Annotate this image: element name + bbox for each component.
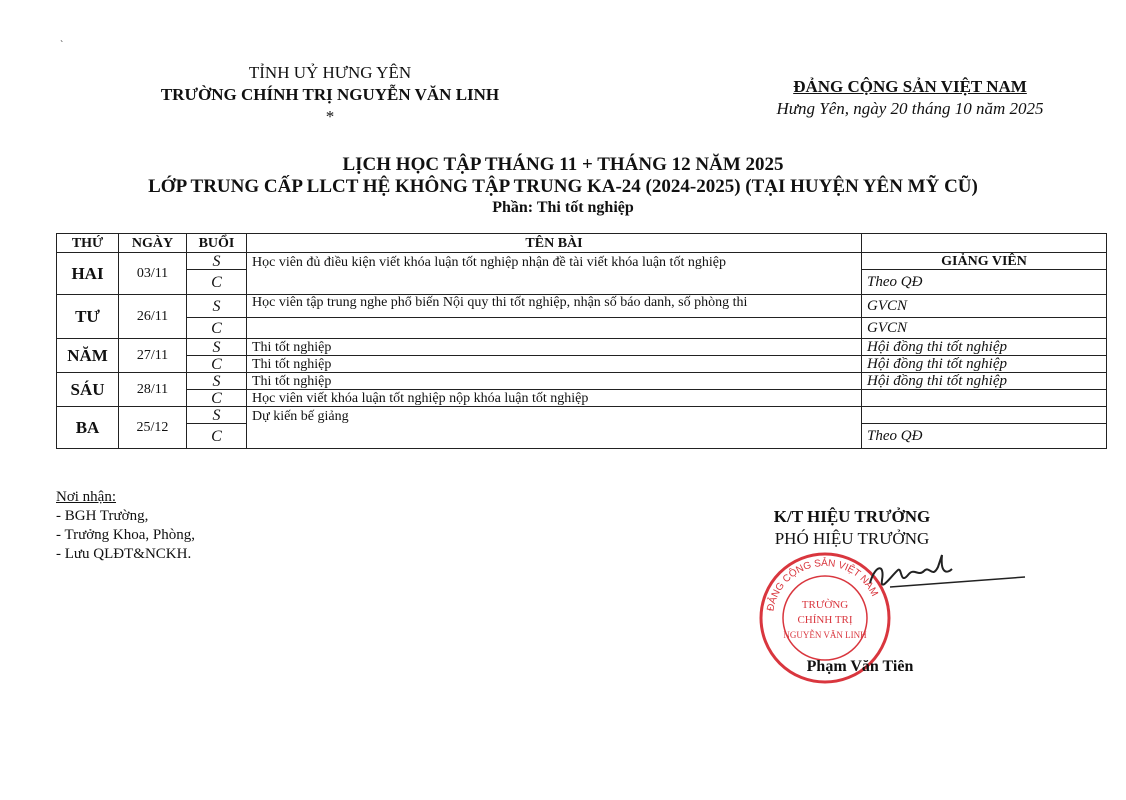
- table-row: [57, 295, 1107, 318]
- day-cell: SÁU: [57, 373, 119, 407]
- seal-ring-text: ĐẢNG CỘNG SẢN VIỆT NAM: [765, 557, 880, 613]
- day-cell: HAI: [57, 253, 119, 295]
- party-header: [740, 76, 1080, 120]
- header-session: BUỔI: [187, 234, 247, 253]
- document-title: LỊCH HỌC TẬP THÁNG 11 + THÁNG 12 NĂM 2025: [342, 154, 784, 175]
- header-lecturer: GIẢNG VIÊN: [862, 253, 1107, 270]
- date-cell: 03/11: [119, 253, 187, 295]
- lecturer-cell: Hội đồng thi tốt nghiệp: [862, 373, 1107, 390]
- session-morning: S: [187, 295, 247, 318]
- lecturer-cell-empty: [862, 390, 1107, 407]
- recipients-heading: Nơi nhận:: [56, 489, 117, 505]
- header-lesson: TÊN BÀI: [247, 234, 862, 253]
- recipients-block: [56, 488, 195, 564]
- lesson-cell-empty: [247, 318, 862, 339]
- document-subtitle: LỚP TRUNG CẤP LLCT HỆ KHÔNG TẬP TRUNG KA-24 (2024-2025) (TẠI HUYỆN YÊN MỸ CŨ): [148, 176, 978, 197]
- session-afternoon: C: [187, 318, 247, 339]
- lesson-cell: Học viên viết khóa luận tốt nghiệp nộp khóa luận tốt nghiệp: [247, 390, 862, 407]
- date-cell: 25/12: [119, 407, 187, 449]
- date-cell: 26/11: [119, 295, 187, 339]
- session-morning: S: [187, 373, 247, 390]
- seal-text-2: CHÍNH TRỊ: [797, 614, 853, 626]
- table-row: [57, 356, 1107, 373]
- lesson-cell: Thi tốt nghiệp: [247, 356, 862, 373]
- session-morning: S: [187, 339, 247, 356]
- lesson-cell: Học viên đủ điều kiện viết khóa luận tốt nghiệp nhận đề tài viết khóa luận tốt nghiệp: [247, 253, 862, 295]
- session-afternoon: C: [187, 270, 247, 295]
- lecturer-cell: GVCN: [862, 295, 1107, 318]
- session-afternoon: C: [187, 390, 247, 407]
- day-cell: NĂM: [57, 339, 119, 373]
- session-afternoon: C: [187, 356, 247, 373]
- header-lecturer-blank: [862, 234, 1107, 253]
- seal-text-1: TRƯỜNG: [801, 599, 849, 611]
- lecturer-cell: Theo QĐ: [862, 270, 1107, 295]
- session-afternoon: C: [187, 424, 247, 449]
- signature-subtitle: PHÓ HIỆU TRƯỞNG: [774, 529, 930, 548]
- table-row: [57, 253, 1107, 270]
- signature-title: K/T HIỆU TRƯỞNG: [773, 507, 931, 526]
- table-row: [57, 339, 1107, 356]
- lesson-cell: Thi tốt nghiệp: [247, 339, 862, 356]
- header-day: THỨ: [57, 234, 119, 253]
- lecturer-cell: Theo QĐ: [862, 424, 1107, 449]
- lesson-cell: Học viên tập trung nghe phổ biến Nội quy thi tốt nghiệp, nhận số báo danh, số phòng thi: [247, 295, 862, 318]
- lesson-cell: Thi tốt nghiệp: [247, 373, 862, 390]
- recipient-item: - Lưu QLĐT&NCKH.: [56, 546, 192, 562]
- day-cell: BA: [57, 407, 119, 449]
- recipient-item: - Trưởng Khoa, Phòng,: [56, 527, 195, 543]
- signer-name: Phạm Văn Tiên: [806, 658, 914, 675]
- session-morning: S: [187, 253, 247, 270]
- document-section: Phần: Thi tốt nghiệp: [492, 199, 634, 216]
- issuer-header: [120, 62, 540, 128]
- table-row: [57, 373, 1107, 390]
- header-date: NGÀY: [119, 234, 187, 253]
- table-header-row: [57, 234, 1107, 253]
- date-cell: 28/11: [119, 373, 187, 407]
- lecturer-cell: Hội đồng thi tốt nghiệp: [862, 356, 1107, 373]
- document-date: Hưng Yên, ngày 20 tháng 10 năm 2025: [776, 99, 1044, 118]
- party-name: ĐẢNG CỘNG SẢN VIỆT NAM: [793, 77, 1027, 96]
- schedule-table: [56, 233, 1107, 449]
- school-name: TRƯỜNG CHÍNH TRỊ NGUYỄN VĂN LINH: [160, 85, 500, 104]
- lecturer-cell: Hội đồng thi tốt nghiệp: [862, 339, 1107, 356]
- seal-text-3: NGUYỄN VĂN LINH: [783, 630, 867, 640]
- day-cell: TƯ: [57, 295, 119, 339]
- session-morning: S: [187, 407, 247, 424]
- date-cell: 27/11: [119, 339, 187, 373]
- lecturer-cell-empty: [862, 407, 1107, 424]
- signature-block: [742, 506, 962, 550]
- table-row: [57, 407, 1107, 424]
- header-asterisk: *: [325, 107, 335, 126]
- signature-scribble-icon: [840, 545, 1030, 605]
- lesson-cell: Dự kiến bế giảng: [247, 407, 862, 449]
- table-row: [57, 390, 1107, 407]
- party-committee-name: TỈNH UỶ HƯNG YÊN: [248, 63, 412, 82]
- lecturer-cell: GVCN: [862, 318, 1107, 339]
- table-row: [57, 318, 1107, 339]
- recipient-item: - BGH Trường,: [56, 508, 149, 524]
- scan-mark: ˋ: [60, 40, 64, 51]
